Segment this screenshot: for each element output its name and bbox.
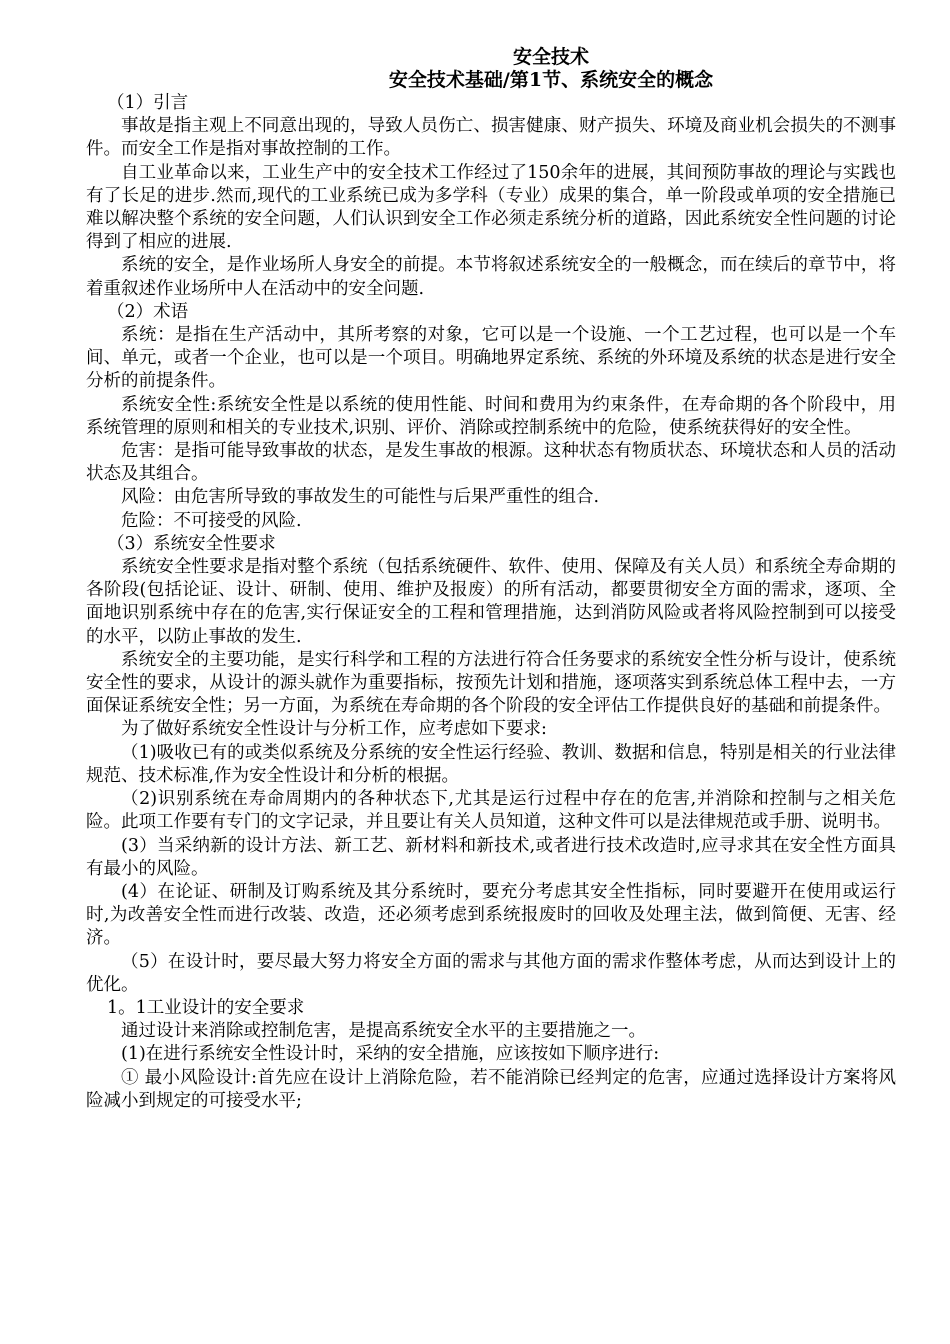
paragraph: (3）当采纳新的设计方法、新工艺、新材料和新技术,或者进行技术改造时,应寻求其在安全性方面具有最小的风险。 [86, 835, 896, 879]
document-page [86, 46, 896, 1113]
paragraph: 风险：由危害所导致的事故发生的可能性与后果严重性的组合. [121, 487, 600, 508]
paragraph: 系统安全的主要功能，是实行科学和工程的方法进行符合任务要求的系统安全性分析与设计，使系统安全性的要求，从设计的源头就作为重要指标，按预先计划和措施，逐项落实到系统总体工程中去，一方面保证系统安全性；另一方面，为系统在寿命期的各个阶段的安全评估工作提供良好的基础和前提条件。 [86, 649, 896, 717]
paragraph: (1)在进行系统安全性设计时，采纳的安全措施，应该按如下顺序进行: [121, 1044, 660, 1065]
paragraph: 自工业革命以来，工业生产中的安全技术工作经过了150余年的进展，其间预防事故的理论与实践也有了长足的进步.然而,现代的工业系统已成为多学科（专业）成果的集合，单一阶段或单项的安全措施已难以解决整个系统的安全问题，人们认识到安全工作必须走系统分析的道路，因此系统安全性问题的讨论得到了相应的进展. [86, 162, 896, 253]
section-heading: （1）引言 [107, 93, 189, 113]
section-heading: （2）术语 [107, 301, 189, 322]
section-heading: （3）系统安全性要求 [107, 533, 276, 554]
paragraph: ① 最小风险设计:首先应在设计上消除危险，若不能消除已经判定的危害，应通过选择设计方案将风险减小到规定的可接受水平; [86, 1067, 896, 1111]
document-title: 安全技术 [512, 46, 589, 68]
paragraph: 通过设计来消除或控制危害，是提高系统安全水平的主要措施之一。 [121, 1021, 646, 1042]
paragraph: （2)识别系统在寿命周期内的各种状态下,尤其是运行过程中存在的危害,并消除和控制与之相关危险。此项工作要有专门的文字记录，并且要让有关人员知道，这种文件可以是法律规范或手册、说明书。 [86, 789, 896, 833]
paragraph: （5）在设计时，要尽最大努力将安全方面的需求与其他方面的需求作整体考虑，从而达到设计上的优化。 [86, 951, 896, 995]
paragraph: 系统的安全，是作业场所人身安全的前提。本节将叙述系统安全的一般概念，而在续后的章节中，将着重叙述作业场所中人在活动中的安全问题. [86, 255, 896, 299]
paragraph: (4）在论证、研制及订购系统及其分系统时，要充分考虑其安全性指标，同时要避开在使用或运行时,为改善安全性而进行改装、改造，还必须考虑到系统报废时的回收及处理主法，做到简便、无害、经济。 [86, 881, 896, 949]
paragraph: 事故是指主观上不同意出现的，导致人员伤亡、损害健康、财产损失、环境及商业机会损失的不测事件。而安全工作是指对事故控制的工作。 [86, 116, 896, 160]
paragraph: 系统安全性:系统安全性是以系统的使用性能、时间和费用为约束条件，在寿命期的各个阶段中，用系统管理的原则和相关的专业技术,识别、评价、消除或控制系统中的危险，使系统获得好的安全性。 [86, 394, 896, 438]
paragraph: 为了做好系统安全性设计与分析工作，应考虑如下要求: [121, 719, 547, 740]
paragraph: 系统：是指在生产活动中，其所考察的对象，它可以是一个设施、一个工艺过程，也可以是一个车间、单元，或者一个企业，也可以是一个项目。明确地界定系统、系统的外环境及系统的状态是进行安全分析的前提条件。 [86, 325, 896, 392]
paragraph: 危害：是指可能导致事故的状态，是发生事故的根源。这种状态有物质状态、环境状态和人员的活动状态及其组合。 [86, 441, 896, 485]
paragraph: 危险：不可接受的风险. [121, 510, 302, 531]
document-subtitle: 安全技术基础/第1节、系统安全的概念 [388, 69, 714, 91]
section-heading: 1。1工业设计的安全要求 [107, 997, 305, 1018]
paragraph: （1)吸收已有的或类似系统及分系统的安全性运行经验、教训、数据和信息，特别是相关的行业法律规范、技术标准,作为安全性设计和分析的根据。 [86, 742, 896, 786]
document-body [86, 92, 896, 1113]
paragraph: 系统安全性要求是指对整个系统（包括系统硬件、软件、使用、保障及有关人员）和系统全寿命期的各阶段(包括论证、设计、研制、使用、维护及报废）的所有活动，都要贯彻安全方面的需求，逐项、全面地识别系统中存在的危害,实行保证安全的工程和管理措施，达到消防风险或者将风险控制到可以接受的水平，以防止事故的发生. [86, 557, 896, 647]
